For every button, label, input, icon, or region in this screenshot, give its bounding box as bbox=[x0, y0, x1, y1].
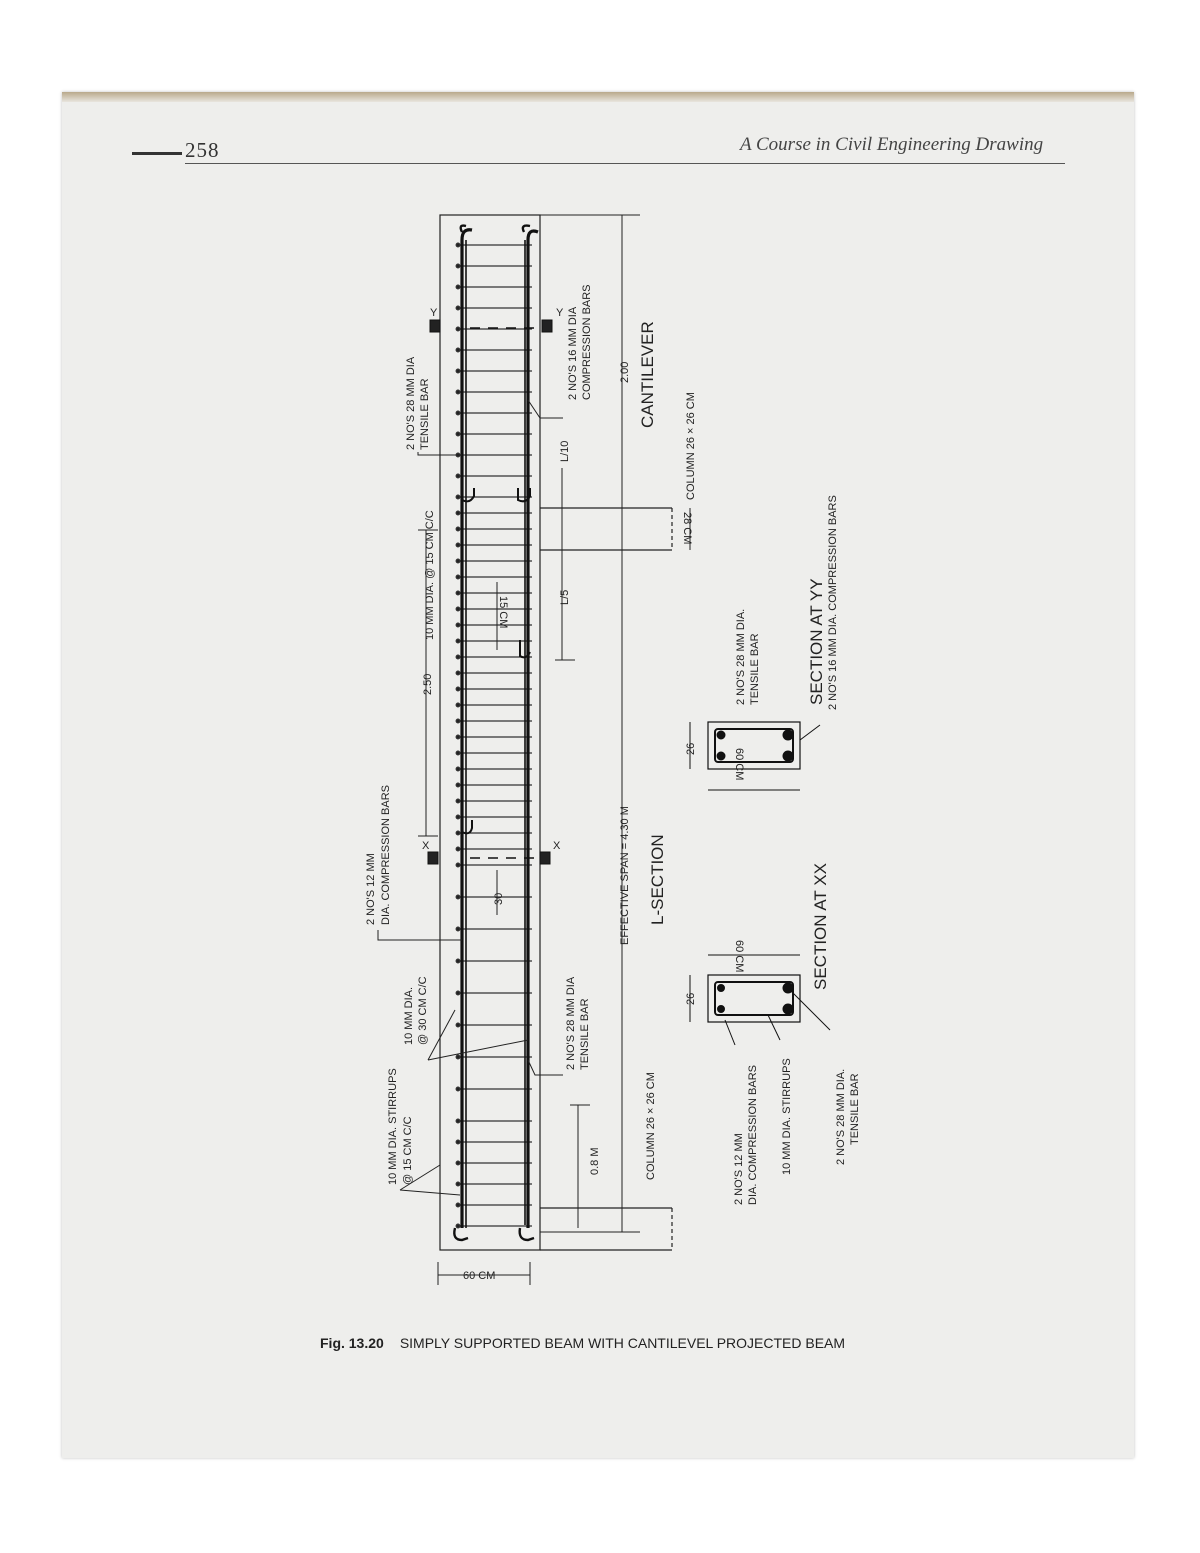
leader-comp16 bbox=[528, 400, 563, 418]
stirrup-dot-28 bbox=[456, 735, 460, 739]
label-cut-x-left: X bbox=[422, 840, 430, 852]
stirrup-dot-47 bbox=[456, 1182, 460, 1186]
label-column-top: COLUMN 26 × 26 CM bbox=[685, 392, 697, 500]
cross-section-xx bbox=[690, 955, 830, 1045]
stirrup-dot-16 bbox=[456, 543, 460, 547]
cut-x-marker-right bbox=[540, 852, 550, 864]
label-spacing-30: 30 bbox=[493, 892, 505, 905]
stirrup-dot-6 bbox=[456, 348, 460, 352]
stirrup-dot-8 bbox=[456, 390, 460, 394]
section-yy-bar-2 bbox=[717, 752, 725, 760]
title-section-yy: SECTION AT YY bbox=[807, 578, 826, 705]
stirrup-dot-24 bbox=[456, 671, 460, 675]
label-stir30-a: 10 MM DIA. bbox=[403, 986, 415, 1045]
stirrup-dot-38 bbox=[456, 927, 460, 931]
stirrup-dot-9 bbox=[456, 411, 460, 415]
label-beam-width: 60 CM bbox=[463, 1270, 496, 1282]
bar-hook-bottom-right bbox=[520, 1228, 534, 1240]
section-yy-stirrup bbox=[715, 729, 793, 762]
label-0-8: 0.8 M bbox=[589, 1147, 601, 1175]
stirrup-dot-4 bbox=[456, 306, 460, 310]
label-comp12-b: DIA. COMPRESSION BARS bbox=[380, 785, 392, 925]
bar-hook-top-right bbox=[523, 226, 530, 232]
section-xx-bar-4 bbox=[783, 1004, 793, 1014]
label-stir15-a: 10 MM DIA. STIRRUPS bbox=[387, 1068, 399, 1185]
stirrup-dot-22 bbox=[456, 639, 460, 643]
section-yy-bar-1 bbox=[717, 731, 725, 739]
label-stirrup-mid: 10 MM DIA. @ 15 CM C/C bbox=[424, 510, 436, 640]
stirrup-dot-40 bbox=[456, 991, 460, 995]
figure-number: Fig. 13.20 bbox=[320, 1335, 384, 1351]
stirrup-dot-14 bbox=[456, 511, 460, 515]
label-xx-comp-b: DIA. COMPRESSION BARS bbox=[747, 1065, 759, 1205]
stirrup-dot-2 bbox=[456, 264, 460, 268]
cut-y-marker-left bbox=[430, 320, 440, 332]
label-yy-comp: 2 NO'S 16 MM DIA. COMPRESSION BARS bbox=[827, 495, 839, 710]
compression-bar-left bbox=[462, 230, 472, 1228]
stirrup-dot-20 bbox=[456, 607, 460, 611]
stirrup-dot-25 bbox=[456, 687, 460, 691]
label-effective-span: EFFECTIVE SPAN = 4.30 M bbox=[619, 806, 631, 945]
section-xx-leader-stirrup bbox=[768, 1015, 780, 1040]
stirrup-dot-39 bbox=[456, 959, 460, 963]
leader-lines bbox=[378, 400, 563, 1195]
label-stir30-b: @ 30 CM C/C bbox=[417, 976, 429, 1045]
section-yy-leader bbox=[800, 725, 820, 740]
leader-stir15-b bbox=[400, 1190, 460, 1195]
label-xx-tensile-b: TENSILE BAR bbox=[849, 1073, 861, 1145]
label-yy-depth: 26 bbox=[685, 742, 697, 755]
leader-tensile-bottom bbox=[528, 1060, 563, 1075]
title-cantilever: CANTILEVER bbox=[638, 321, 657, 428]
cross-section-yy bbox=[690, 722, 820, 790]
main-bars bbox=[454, 226, 538, 1240]
label-col-28: 28 CM bbox=[681, 512, 693, 545]
stirrup-dot-30 bbox=[456, 767, 460, 771]
stirrup-dot-3 bbox=[456, 285, 460, 289]
stirrup-dot-34 bbox=[456, 831, 460, 835]
label-l10: L/10 bbox=[559, 440, 571, 462]
stirrup-dot-37 bbox=[456, 895, 460, 899]
page-number: 258 bbox=[185, 138, 220, 162]
running-title: A Course in Civil Engineering Drawing bbox=[740, 134, 1044, 155]
section-cut-marks bbox=[428, 320, 552, 864]
stirrup-dot-42 bbox=[456, 1055, 460, 1059]
label-spacing-15: 15 CM bbox=[497, 596, 509, 629]
stirrup-dot-31 bbox=[456, 783, 460, 787]
title-section-xx: SECTION AT XX bbox=[811, 863, 830, 990]
section-xx-bar-1 bbox=[718, 985, 725, 992]
cut-y-marker-right bbox=[542, 320, 552, 332]
stirrup-dot-12 bbox=[456, 474, 460, 478]
stirrup-dot-17 bbox=[456, 559, 460, 563]
stirrup-dot-5 bbox=[456, 327, 460, 331]
stirrup-dot-44 bbox=[456, 1119, 460, 1123]
label-span-2-50: 2.50 bbox=[422, 673, 434, 695]
stirrup-dot-1 bbox=[456, 243, 460, 247]
label-yy-width: 60 CM bbox=[733, 748, 745, 781]
label-tensile-bar-b: TENSILE BAR bbox=[579, 998, 591, 1070]
stirrup-dot-46 bbox=[456, 1161, 460, 1165]
label-tensile-bar-a: TENSILE BAR bbox=[419, 378, 431, 450]
stirrup-dot-45 bbox=[456, 1140, 460, 1144]
label-cut-y-right: Y bbox=[556, 307, 564, 319]
bar-hook-bottom-left bbox=[454, 1228, 468, 1240]
label-xx-tensile-a: 2 NO'S 28 MM DIA. bbox=[835, 1068, 847, 1165]
stirrup-dot-19 bbox=[456, 591, 460, 595]
label-tensile-28-b: 2 NO'S 28 MM DIA bbox=[565, 976, 577, 1070]
cut-x-marker-left bbox=[428, 852, 438, 864]
stirrup-dot-7 bbox=[456, 369, 460, 373]
stirrup-dot-32 bbox=[456, 799, 460, 803]
leader-stir30-a bbox=[428, 1010, 455, 1060]
title-lsection: L-SECTION bbox=[648, 834, 667, 925]
label-cantilever-len: 2.00 bbox=[619, 361, 631, 383]
label-cut-x-right: X bbox=[553, 840, 561, 852]
section-yy-bar-3 bbox=[783, 730, 793, 740]
stirrup-dot-13 bbox=[456, 495, 460, 499]
label-yy-tensile-a: 2 NO'S 28 MM DIA. bbox=[735, 608, 747, 705]
stirrup-dot-10 bbox=[456, 432, 460, 436]
stirrup-dot-26 bbox=[456, 703, 460, 707]
label-comp16-a: 2 NO'S 16 MM DIA bbox=[567, 306, 579, 400]
stirrup-dot-23 bbox=[456, 655, 460, 659]
figure-caption bbox=[320, 1335, 845, 1351]
label-xx-comp-a: 2 NO'S 12 MM bbox=[733, 1133, 745, 1205]
section-yy-bar-4 bbox=[783, 751, 793, 761]
stirrup-dot-35 bbox=[456, 847, 460, 851]
stirrup-dot-49 bbox=[456, 1224, 460, 1228]
section-xx-leader-tensile bbox=[790, 990, 830, 1030]
label-xx-stirrups: 10 MM DIA. STIRRUPS bbox=[781, 1058, 793, 1175]
section-xx-stirrup bbox=[715, 982, 793, 1015]
stirrup-dot-48 bbox=[456, 1203, 460, 1207]
label-column-bottom: COLUMN 26 × 26 CM bbox=[645, 1072, 657, 1180]
label-stir15-b: @ 15 CM C/C bbox=[402, 1116, 414, 1185]
stirrup-dot-43 bbox=[456, 1087, 460, 1091]
label-comp12-a: 2 NO'S 12 MM bbox=[365, 853, 377, 925]
stirrup-dot-15 bbox=[456, 527, 460, 531]
stirrups-group bbox=[456, 243, 532, 1228]
figure-title: SIMPLY SUPPORTED BEAM WITH CANTILEVEL PROJECTED BEAM bbox=[399, 1335, 846, 1351]
label-xx-depth: 26 bbox=[685, 992, 697, 1005]
label-xx-width: 60 CM bbox=[733, 940, 745, 973]
label-cut-y-left: Y bbox=[430, 307, 438, 319]
leader-comp12 bbox=[378, 930, 462, 940]
section-xx-leader-comp bbox=[725, 1020, 735, 1045]
label-l5: L/5 bbox=[559, 589, 571, 605]
stirrup-dot-36 bbox=[456, 863, 460, 867]
tensile-bar-right bbox=[528, 231, 538, 1228]
label-tensile-28-a: 2 NO'S 28 MM DIA bbox=[405, 356, 417, 450]
label-comp16-b: COMPRESSION BARS bbox=[581, 284, 593, 400]
stirrup-dot-33 bbox=[456, 815, 460, 819]
section-xx-bar-2 bbox=[718, 1006, 725, 1013]
bar-bend-hook-1 bbox=[462, 488, 474, 501]
stirrup-dot-41 bbox=[456, 1023, 460, 1027]
stirrup-dot-18 bbox=[456, 575, 460, 579]
stirrup-dot-27 bbox=[456, 719, 460, 723]
stirrup-dot-21 bbox=[456, 623, 460, 627]
label-yy-tensile-b: TENSILE BAR bbox=[749, 633, 761, 705]
stirrup-dot-29 bbox=[456, 751, 460, 755]
